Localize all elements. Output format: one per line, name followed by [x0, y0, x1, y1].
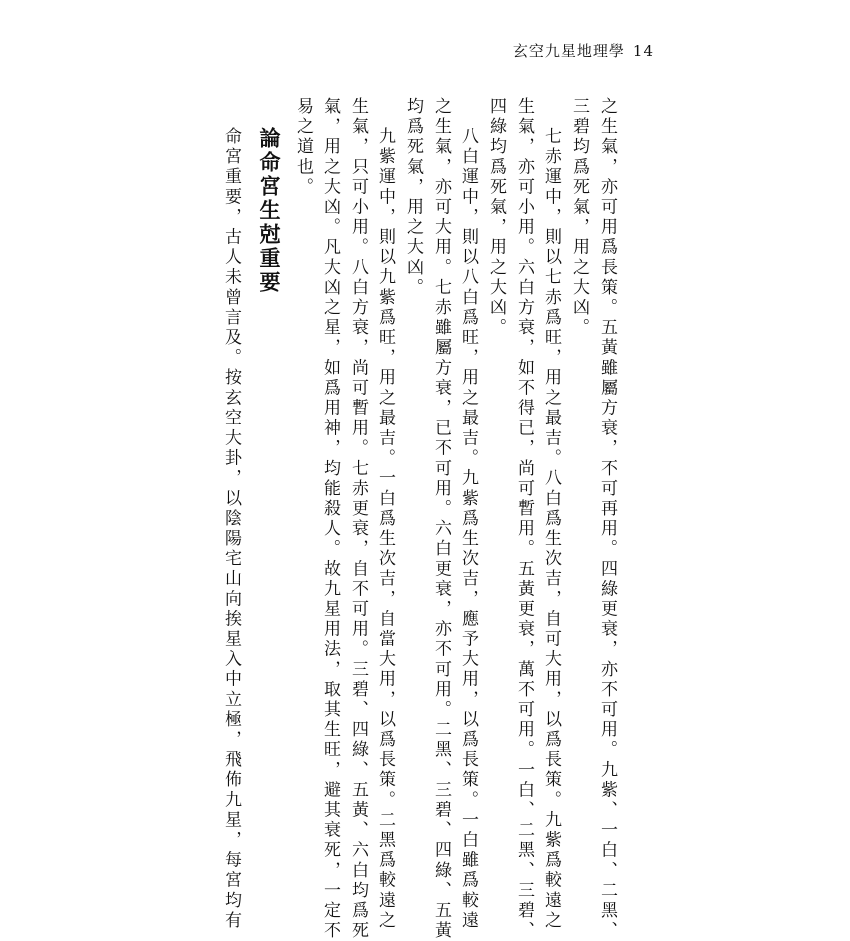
page-number: 14: [632, 42, 654, 60]
text-column: 氣，用之大凶。凡大凶之星，如爲用神，均能殺人。故九星用法，取其生旺，避其衰死，一定不: [320, 97, 340, 941]
text-column: 生氣，只可小用。八白方衰，尚可暫用。七赤更衰，自不可用。三碧、四綠、五黃、六白均爲死: [348, 97, 368, 941]
text-column: 四綠均爲死氣，用之大凶。: [486, 97, 506, 339]
text-column: 三碧均爲死氣，用之大凶。: [569, 97, 589, 339]
text-column: 命宮重要，古人未曾言及。按玄空大卦，以陰陽宅山向挨星入中立極，飛佈九星，每宮均有: [221, 127, 241, 931]
text-column: 七赤運中，則以七赤爲旺，用之最吉。八白爲生次吉，自可大用，以爲長策。九紫爲較遠之: [541, 127, 561, 931]
book-title: 玄空九星地理學: [512, 42, 625, 60]
text-column: 八白運中，則以八白爲旺，用之最吉。九紫爲生次吉，應予大用，以爲長策。一白雖爲較遠: [458, 127, 478, 931]
text-column: 均爲死氣，用之大凶。: [403, 97, 423, 298]
text-column: 易之道也。: [293, 97, 313, 198]
text-column: 生氣，亦可小用。六白方衰，如不得已，尚可暫用。五黃更衰，萬不可用。一白、二黑、三碧、: [514, 97, 534, 941]
running-head: [513, 40, 654, 61]
text-column: 之生氣，亦可用爲長策。五黃雖屬方衰，不可再用。四綠更衰，亦不可用。九紫、一白、二黑、: [597, 97, 617, 941]
section-heading: 論命宮生尅重要: [257, 127, 281, 295]
text-column: 之生氣，亦可大用。七赤雖屬方衰，已不可用。六白更衰，亦不可用。二黑、三碧、四綠、五黃: [431, 97, 451, 941]
text-column: 九紫運中，則以九紫爲旺，用之最吉。一白爲生次吉，自當大用，以爲長策。二黑爲較遠之: [375, 127, 395, 931]
